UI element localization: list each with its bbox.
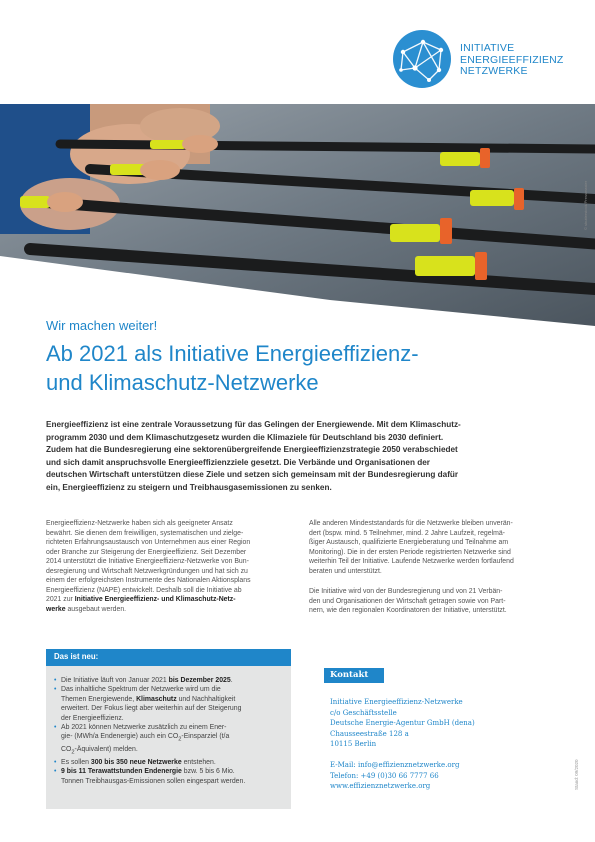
logo-line-1: INITIATIVE	[460, 42, 515, 54]
whats-new-header	[46, 649, 291, 666]
stand-date: Stand: 09/2020	[574, 759, 579, 790]
body-text: ausgebaut werden.	[65, 605, 127, 613]
intro-line: ein, Energieeffizienz zu steigern und Treibhausgasemissionen zu senken.	[46, 482, 332, 492]
list-item	[54, 723, 286, 758]
body-line: oder Branche zur Steigerung der Energieeffizienz. Seit Dezember	[46, 548, 247, 556]
list-item	[54, 767, 286, 786]
list-line	[61, 676, 286, 685]
list-text: Die Initiative läuft von Januar 2021	[61, 677, 169, 684]
contact-line: Chausseestraße 128 a	[330, 729, 409, 738]
body-line: einem der erfolgreichsten Instrumente des Nationalen Aktionsplans	[46, 577, 251, 584]
body-line: Energieeffizienz-Netzwerke haben sich als geeigneter Ansatz	[46, 520, 233, 527]
logo-wordmark	[460, 43, 564, 78]
intro-line: Zudem hat die Bundesregierung eine sektorenübergreifende Energieeffizienzstrategie 2050 verabschiedet	[46, 445, 458, 455]
contact-block	[330, 697, 580, 792]
body-line: weiterhin Teil der Initiative. Laufende Netzwerke werden fortlaufend	[309, 558, 514, 565]
contact-header	[324, 668, 384, 683]
photo-credit: © shutterstock/Pressmaster	[583, 180, 588, 230]
list-item	[54, 758, 286, 767]
contact-website-link[interactable]: www.effizienznetzwerke.org	[330, 782, 431, 791]
body-line	[46, 605, 296, 615]
whats-new-box	[46, 649, 291, 809]
logo-line-2: ENERGIEEFFIZIENZ	[460, 53, 564, 66]
list-line: • Ab 2021 können Netzwerke zusätzlich zu einem Ener-	[61, 724, 227, 732]
list-line	[61, 695, 286, 704]
body-right-column	[309, 519, 559, 616]
list-bold: bis Dezember 2025	[168, 677, 231, 684]
list-line	[61, 767, 286, 776]
network-globe-icon	[393, 30, 451, 88]
contact-spacer	[330, 750, 580, 760]
list-line: Tonnen Treibhausgas-Emissionen sollen eingespart werden.	[61, 777, 246, 785]
title-line-2: und Klimaschutz-Netzwerke	[46, 370, 319, 395]
body-line: richteten Erfahrungsaustausch von Unternehmen aus einer Region	[46, 539, 251, 546]
hero-image-rowing	[0, 104, 595, 326]
list-text: gie- (MWh/a Endenergie) auch ein CO	[61, 733, 179, 741]
list-text: Themen Energiewende,	[61, 695, 137, 703]
list-line: • Das inhaltliche Spektrum der Netzwerke wird um die	[61, 686, 221, 694]
intro-line: deutschen Wirtschaft unterstützen diese Ziele und setzen sich gemeinsam mit der Bundesregierung dafür	[46, 470, 459, 480]
intro-line: programm 2030 und dem Klimaschutzgesetz wurden die Klimaziele für Deutschland bis 2030 definiert.	[46, 432, 444, 442]
body-text: 2021 zur	[46, 596, 75, 603]
intro-line: Energieeffizienz ist eine zentrale Voraussetzung für das Gelingen der Energiewende. Mit dem Klimaschutz-	[46, 420, 461, 429]
page-title	[46, 339, 566, 397]
contact-line: Initiative Energieeffizienz-Netzwerke	[330, 698, 463, 706]
list-text: -Äquivalent) melden.	[74, 746, 138, 754]
contact-heading: Kontakt	[330, 670, 369, 680]
intro-paragraph	[46, 419, 566, 495]
list-text: .	[230, 677, 233, 684]
title-line-1: Ab 2021 als Initiative Energieeffizienz-	[46, 341, 419, 366]
list-line	[61, 758, 286, 767]
body-line: Monitoring). Die in der ersten Periode registrierten Netzwerke sind	[309, 548, 511, 556]
logo	[393, 30, 593, 88]
body-line: ßiger Austausch, qualifizierte Energieberatung und Teilnahme am	[309, 539, 509, 546]
body-bold: Initiative Energieeffizienz- und Klimaschutz-Netz-	[74, 596, 236, 603]
body-left-column	[46, 519, 296, 614]
list-item	[54, 685, 286, 723]
body-bold: werke	[46, 605, 66, 613]
list-text: Es sollen	[61, 759, 91, 766]
body-line: beraten und unterstützt.	[309, 567, 382, 575]
right-paragraph-1	[309, 519, 559, 576]
body-line: desregierung und Wirtschaft Netzwerkgründungen und hat sich zu	[46, 567, 248, 575]
right-paragraph-2	[309, 587, 559, 616]
whats-new-heading: Das ist neu:	[54, 652, 99, 661]
contact-line: c/o Geschäftsstelle	[330, 708, 397, 717]
body-line: 2014 unterstützt die Initiative Energieeffizienz-Netzwerke von Bun-	[46, 558, 249, 565]
list-line	[61, 745, 286, 758]
body-line: Die Initiative wird von der Bundesregierung und von 21 Verbän-	[309, 588, 503, 595]
contact-email-link[interactable]: E-Mail: info@effizienznetzwerke.org	[330, 760, 460, 769]
body-line: bewährt. Sie dienen dem freiwilligen, systematischen und zielge-	[46, 529, 244, 537]
list-text: CO	[61, 746, 72, 754]
list-text: und Nachhaltigkeit	[176, 695, 236, 703]
list-item	[54, 676, 286, 685]
intro-line: und sich damit anspruchsvolle Energieeffizienzziele gesetzt. Die Verbände und Organisationen der	[46, 457, 430, 467]
kicker: Wir machen weiter!	[46, 318, 158, 333]
list-text: entstehen.	[181, 759, 216, 766]
list-line	[61, 732, 286, 745]
list-text: bzw. 5 bis 6 Mio.	[181, 768, 235, 776]
list-bold: Klimaschutz	[136, 695, 177, 703]
whats-new-list	[54, 676, 286, 786]
list-bold: 300 bis 350 neue Netzwerke	[90, 759, 182, 766]
list-line: erweitert. Der Fokus liegt aber weiterhin auf der Steigerung	[61, 705, 242, 713]
subscript: 2	[71, 749, 75, 756]
list-bold: 9 bis 11 Terawattstunden Endenergie	[61, 768, 182, 776]
body-line: dert (bspw. mind. 5 Teilnehmer, mind. 2 Jahre Laufzeit, regelmä-	[309, 529, 505, 537]
body-line	[46, 595, 296, 605]
logo-line-3: NETZWERKE	[460, 65, 528, 77]
list-line: der Energieeffizienz.	[61, 714, 124, 722]
body-line: nern, wie den regionalen Koordinatoren der Initiative, unterstützt.	[309, 607, 507, 614]
contact-line: Deutsche Energie-Agentur GmbH (dena)	[330, 719, 475, 728]
contact-line: 10115 Berlin	[330, 740, 377, 749]
body-line: den und Organisationen der Wirtschaft getragen sowie von Part-	[309, 597, 506, 605]
body-line: Alle anderen Mindeststandards für die Netzwerke bleiben unverän-	[309, 520, 513, 527]
body-line: Energieeffizienz (NAPE) entwickelt. Deshalb soll die Initiative ab	[46, 586, 242, 594]
list-text: -Einsparziel (t/a	[181, 733, 230, 741]
contact-phone[interactable]: Telefon: +49 (0)30 66 7777 66	[330, 771, 439, 780]
subscript: 2	[178, 736, 182, 743]
